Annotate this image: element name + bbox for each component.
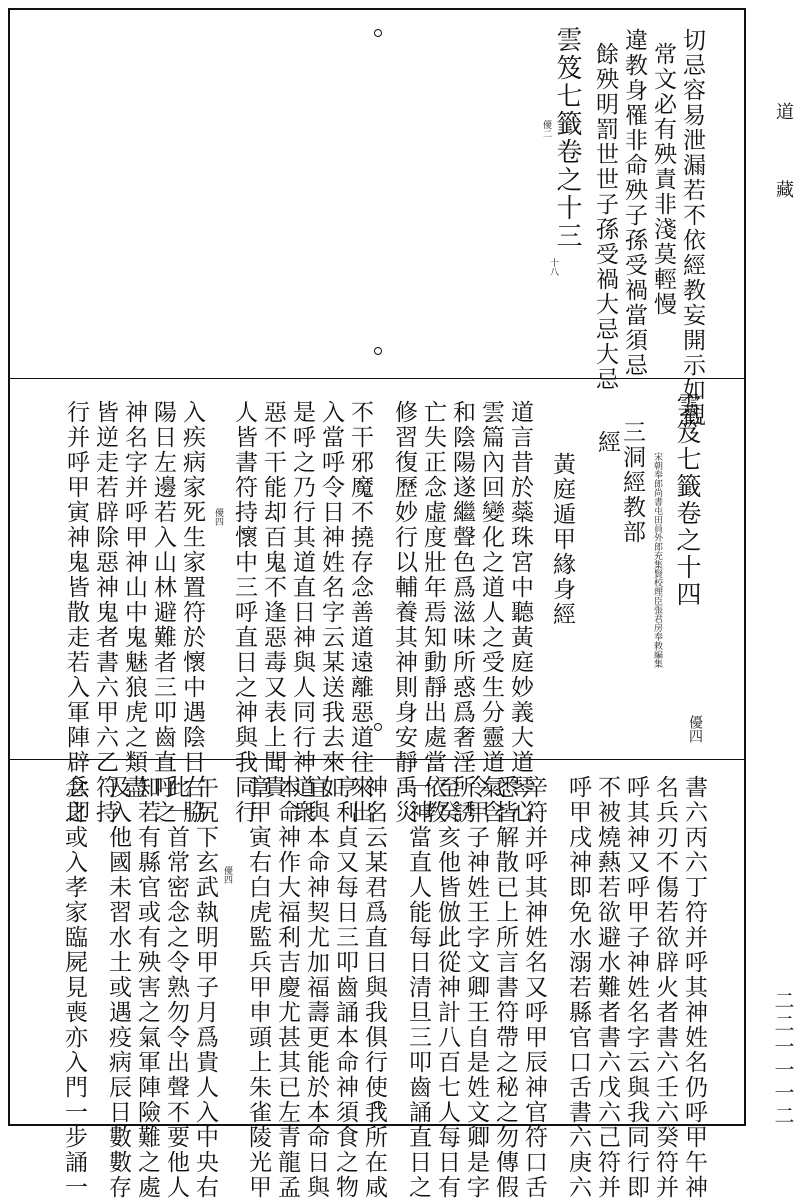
text-column: 本命神作大福利吉慶尤甚其已左青龍孟 [274,775,300,1200]
text-column: 此一首常密念之令熟勿令出聲不要他人 [163,775,189,1200]
text-column: 及入他國未習水土或遇疫病辰日數數存 [105,775,131,1200]
text-column: 呼其神又呼甲子神姓名字云與我同行即 [623,775,649,1200]
text-column: 入當呼令日神姓名字云某送我去來如 [318,400,344,800]
page-mark: 十八 [548,258,558,276]
text-column: 呼甲戌神即免水溺若縣官口舌書六庚六 [565,775,591,1200]
text-column: 神名云某君爲直日與我俱行使我所在咸 [361,775,387,1200]
text-column: 辛符并呼其神姓名又呼甲辰神官符口舌 [521,775,547,1200]
binding-hole-mark [374,29,382,37]
text-column: 至癸亥他皆倣此從神計八百七人每日有 [434,775,460,1200]
text-column: 悉皆解散已上所言書符帶之秘之勿傳假 [492,775,518,1200]
text-column: 章甲寅右白虎監兵甲申頭上朱雀陵光甲 [245,775,271,1200]
text-column: 亨利貞又每日三叩齒誦本命神須食之物 [332,775,358,1200]
text-column: 書六丙六丁符并呼其神姓名仍呼甲午神 [681,775,707,1200]
text-column: 知若有縣官或有殃害之氣軍陣險難之處 [134,775,160,1200]
section-heading: 經 [594,430,620,455]
text-column: 和陰陽遂繼聲色爲滋味所惑爲奢淫所誘 [449,400,475,825]
text-column: 修習復歷妙行以輔養其神則身安靜禹災 [391,400,417,825]
section-heading: 三洞經教部 [619,420,645,545]
volume-end-title: 雲笈七籤卷之十三 [552,26,582,250]
text-column: 不被燒爇若欲避水難者書六戊六己符并 [594,775,620,1200]
scripture-title: 黃庭遁甲緣身經 [549,452,575,627]
text-column: 常文必有殃責非淺莫輕慢 [650,42,676,317]
text-column: 一神當直人能每日清旦三叩齒誦直日之 [405,775,431,1200]
page-mark: 優四 [222,866,232,884]
text-column: 是呼之乃行其道直日神與人同行神道衆 [289,400,315,825]
volume-title: 雲笈七籤卷之十四 [673,392,702,608]
text-column: 惡不干能却百鬼不逢惡毒又表上聞貴 [260,400,286,800]
text-column: 道言昔於蘂珠宮中聽黃庭妙義大道琴心 [507,400,533,825]
text-column: 宜與本命神契尤加福壽更能於本命日與 [303,775,329,1200]
text-column: 皆逆走若辟除惡神鬼者書六甲六乙符持 [92,400,118,825]
text-column: 行并呼甲寅神鬼皆散走若入軍陣辟兵即 [63,400,89,825]
text-column: 人皆書符持懷中三呼直日之神與我同行 [231,400,257,825]
page-mark: 優四 [213,508,223,526]
text-column: 念之或入孝家臨屍見喪亦入門一步誦一 [61,775,87,1200]
page-mark: 優四 [687,715,703,743]
text-column: 陽日左邊若入山林避難者三叩齒直呼之 [150,400,176,825]
text-column: 切忌容易泄漏若不依經教妄開示如觀 [679,28,705,428]
text-column: 亡失正念虛度壯年焉知動靜出處當依教 [420,400,446,825]
text-column: 午尻下玄武執明甲子月爲貴人入中央右 [192,775,218,1200]
compiler-note: 宋朝奉郎尚書屯田員外郎充集賢校理臣張君房奉敕編集 [652,452,662,668]
binding-hole-mark [374,347,382,355]
collection-label-char: 道 [773,102,794,120]
text-column: 令甲子神姓王字文卿王自是姓文卿是字 [463,775,489,1200]
page-number: 二二一一一二 [771,990,795,1128]
text-column: 違教身罹非命殃子孫受禍當須忌 [621,28,647,378]
panel-divider-1 [10,378,744,379]
page-mark: 優二 [541,120,551,138]
binding-hole-mark [374,723,382,731]
text-column: 入疾病家死生家置符於懷中遇陰日右脇 [179,400,205,825]
text-column: 雲篇內回變化之道人之受生分靈道氣含 [478,400,504,825]
text-column: 神名字并呼甲神山中鬼魅狼虎之類盡 [121,400,147,800]
text-column: 名兵刃不傷若欲辟火者書六壬六癸符并 [652,775,678,1200]
text-column: 不干邪魔不撓存念善道遠離惡道往來出 [347,400,373,825]
text-column: 餘殃明罰世世子孫受禍大忌大忌 [592,42,618,392]
collection-label-char: 藏 [773,180,794,198]
